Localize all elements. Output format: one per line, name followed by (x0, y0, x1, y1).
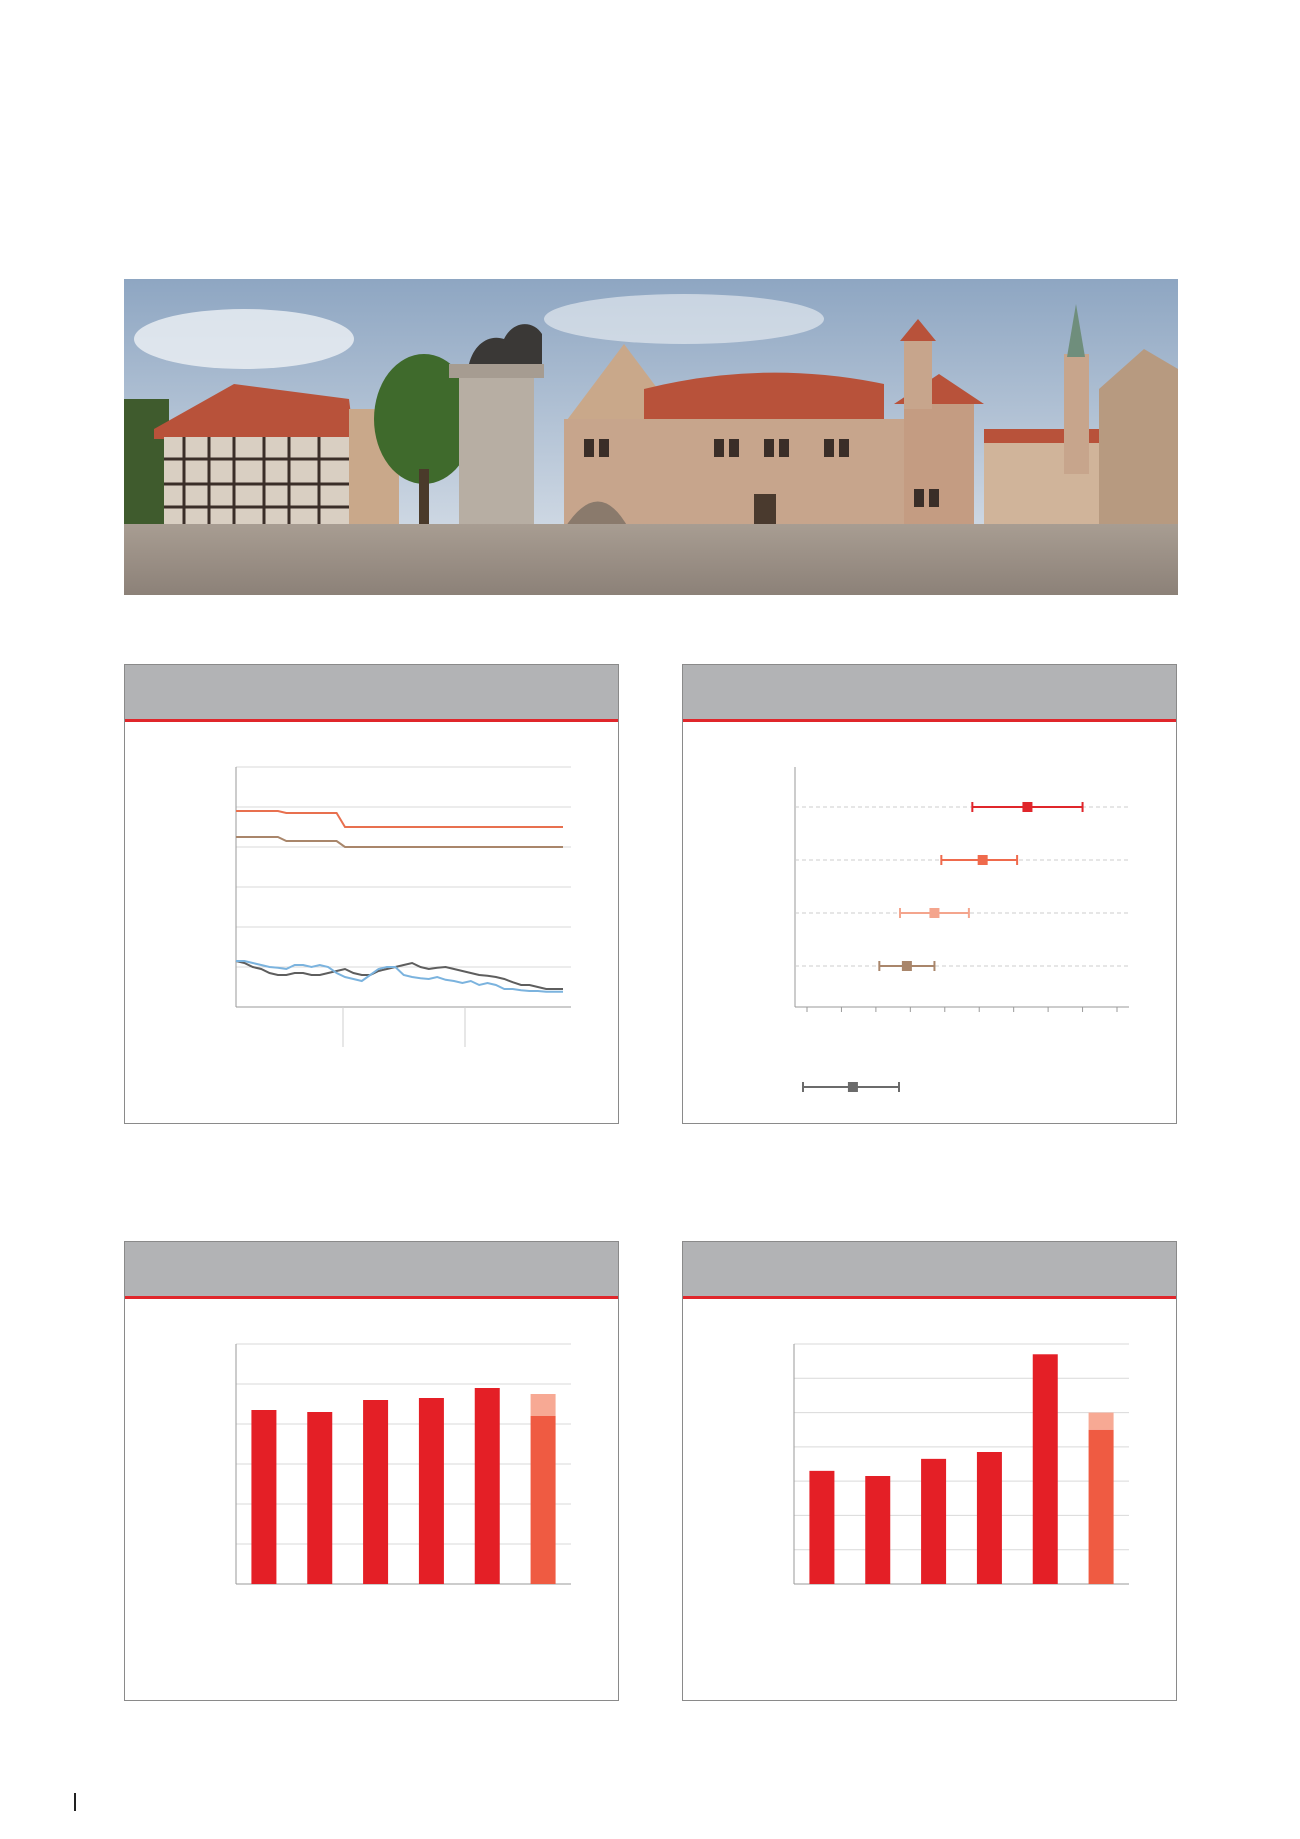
panel-header (125, 665, 618, 722)
bar-5 (1033, 1354, 1058, 1584)
bar-5 (475, 1388, 500, 1584)
cobblestone-square (124, 524, 1178, 595)
series-line-3 (236, 961, 563, 989)
bar-4 (977, 1452, 1002, 1584)
panel-header (683, 665, 1176, 722)
series-line-2 (236, 837, 563, 847)
castle-square-photo (124, 279, 1178, 595)
bar-chart-left-panel (124, 1241, 619, 1701)
bar-3 (921, 1459, 946, 1584)
bar-chart-right (683, 1299, 1176, 1699)
cloud (544, 294, 824, 344)
bar-4 (419, 1398, 444, 1584)
bar-chart-left (125, 1299, 618, 1699)
line-chart-panel (124, 664, 619, 1124)
bar-1 (251, 1410, 276, 1584)
bar-6 (1089, 1430, 1114, 1584)
tree-left (124, 399, 169, 529)
point-1-marker (1022, 802, 1032, 812)
bar-6-extension (531, 1394, 556, 1416)
point-4-marker (902, 961, 912, 971)
line-chart (125, 722, 618, 1122)
page-marker (74, 1793, 76, 1811)
point-2-marker (978, 855, 988, 865)
series-line-1 (236, 811, 563, 827)
bar-2 (307, 1412, 332, 1584)
header-photo (124, 279, 1178, 595)
bar-chart-right-panel (682, 1241, 1177, 1701)
legend-marker (848, 1082, 858, 1092)
error-bar-chart-panel (682, 664, 1177, 1124)
bar-6-extension (1089, 1413, 1114, 1430)
cloud (134, 309, 354, 369)
bar-2 (865, 1476, 890, 1584)
error-bar-chart (683, 722, 1176, 1122)
panel-header (683, 1242, 1176, 1299)
point-3-marker (929, 908, 939, 918)
bar-6 (531, 1416, 556, 1584)
bar-3 (363, 1400, 388, 1584)
panel-header (125, 1242, 618, 1299)
bar-1 (809, 1471, 834, 1584)
